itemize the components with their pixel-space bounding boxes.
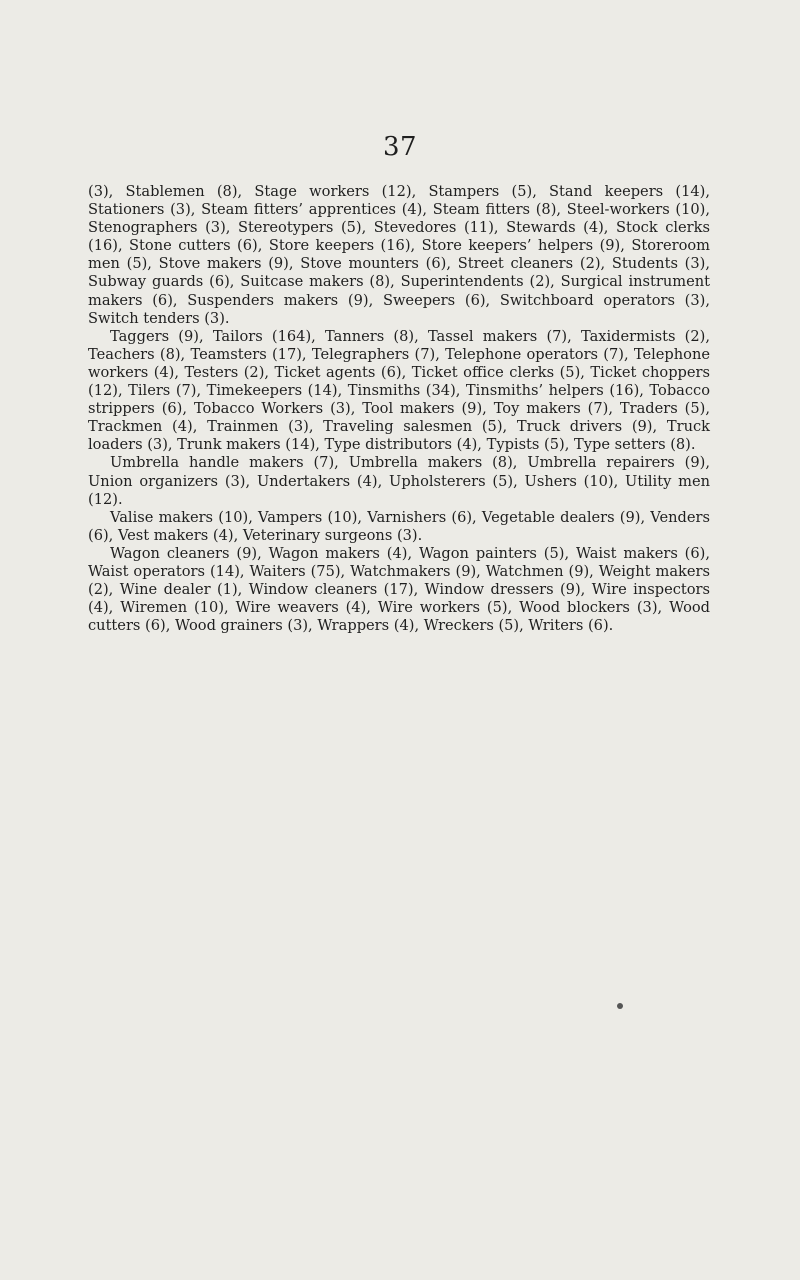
ink-speck [617, 1003, 623, 1009]
occupation-list [88, 183, 710, 635]
paragraph-v: Valise makers (10), Vampers (10), Varnishers (6), Vegetable dealers (9), Venders (6), Vest makers (4), Veterinary surgeons (3). [88, 508, 710, 544]
paragraph-t: Taggers (9), Tailors (164), Tanners (8), Tassel makers (7), Taxidermists (2), Teachers (8), Teamsters (17), Telegraphers (7), Telephone operators (7), Telephone workers (4), Testers (2), Ticket agents (6), Ticket office clerks (5), Ticket choppers (12), Tilers (7), Timekeepers (14), Tinsmiths (34), Tinsmiths’ helpers (16), Tobacco strippers (6), Tobacco Workers (3), Tool makers (9), Toy makers (7), Traders (5), Trackmen (4), Trainmen (3), Traveling salesmen (5), Truck drivers (9), Truck loaders (3), Trunk makers (14), Type distributors (4), Typists (5), Type setters (8). [88, 327, 710, 454]
paragraph-u: Umbrella handle makers (7), Umbrella makers (8), Umbrella repairers (9), Union organizers (3), Undertakers (4), Upholsterers (5), Ushers (10), Utility men (12). [88, 454, 710, 508]
paragraph-s-continued: (3), Stablemen (8), Stage workers (12), Stampers (5), Stand keepers (14), Stationers (3), Steam fitters’ apprentices (4), Steam fitters (8), Steel-workers (10), Stenographers (3), Stereotypers (5), Stevedores (11), Stewards (4), Stock clerks (16), Stone cutters (6), Store keepers (16), Store keepers’ helpers (9), Storeroom men (5), Stove makers (9), Stove mounters (6), Street cleaners (2), Students (3), Subway guards (6), Suitcase makers (8), Superintendents (2), Surgical instrument makers (6), Suspenders makers (9), Sweepers (6), Switchboard operators (3), Switch tenders (3). [88, 183, 710, 327]
page-number: 37 [382, 132, 418, 162]
paragraph-w: Wagon cleaners (9), Wagon makers (4), Wagon painters (5), Waist makers (6), Waist operators (14), Waiters (75), Watchmakers (9), Watchmen (9), Weight makers (2), Wine dealer (1), Window cleaners (17), Window dressers (9), Wire inspectors (4), Wiremen (10), Wire weavers (4), Wire workers (5), Wood blockers (3), Wood cutters (6), Wood grainers (3), Wrappers (4), Wreckers (5), Writers (6). [88, 544, 710, 635]
